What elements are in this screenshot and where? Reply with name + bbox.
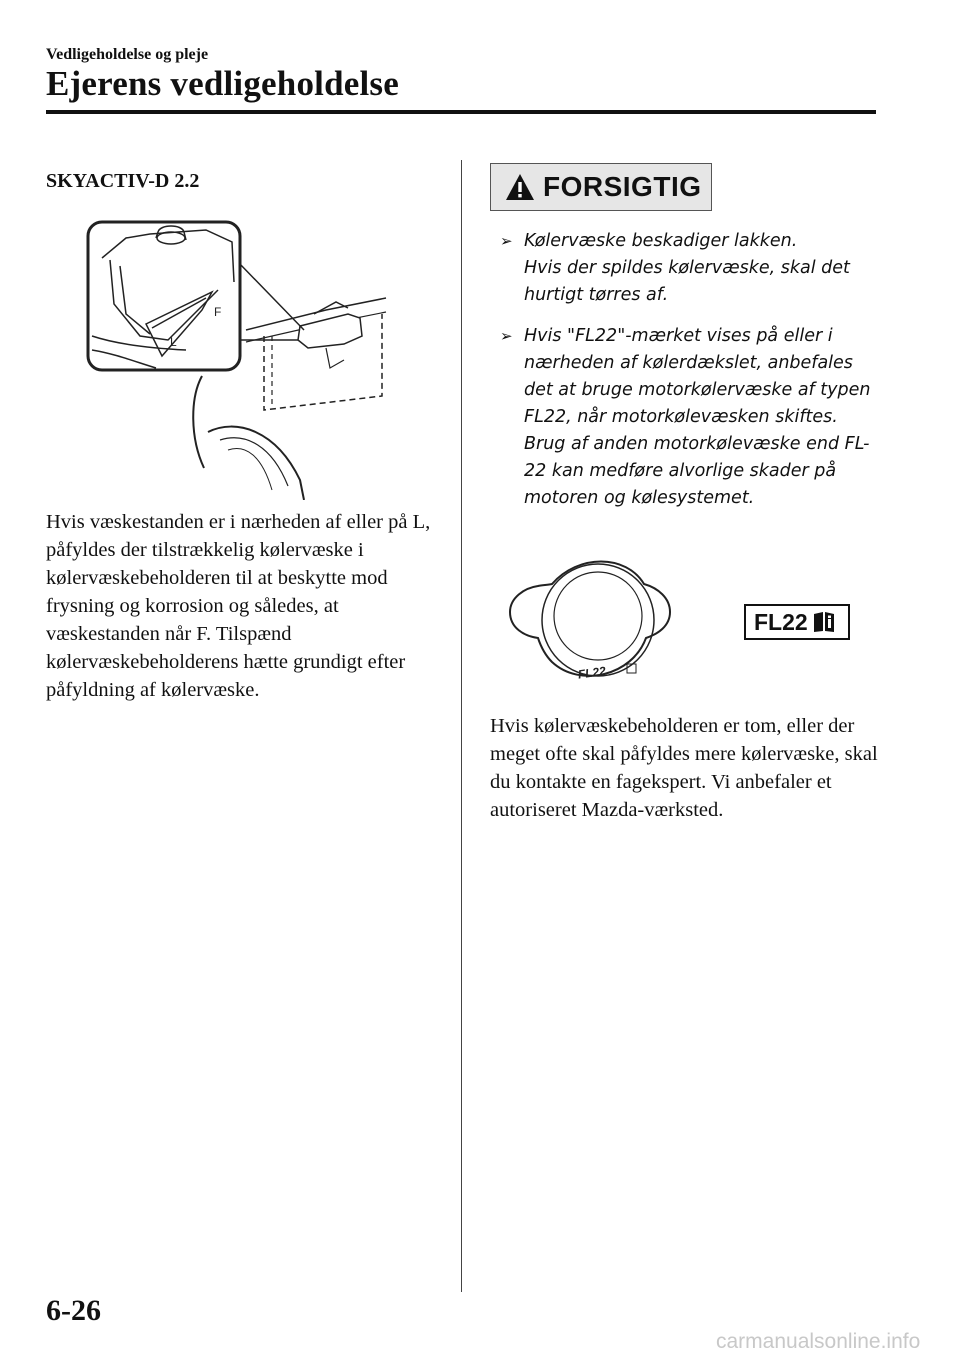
list-item xyxy=(500,323,880,512)
list-item-text: Hvis der spildes kølervæske, skal det hurtigt tørres af. xyxy=(524,258,850,305)
refill-instructions: Hvis væskestanden er i nærheden af eller på L, påfyldes der tilstrækkelig kølervæske i kølervæskebeholderen til at beskytte mod frysning og korrosion og således, at væskestanden når F. Tilspænd kølervæskebeholderens hætte grundigt efter påfyldning af kølervæske. xyxy=(46,511,431,701)
watermark: carmanualsonline.info xyxy=(716,1330,921,1353)
arrow-bullet-icon: ➢ xyxy=(500,232,513,250)
breadcrumb: Vedligeholdelse og pleje xyxy=(46,46,209,63)
radiator-cap-illustration xyxy=(508,558,672,694)
arrow-bullet-icon: ➢ xyxy=(500,327,513,345)
coolant-reservoir-illustration xyxy=(86,218,410,500)
list-item xyxy=(500,228,880,309)
contact-expert-text: Hvis kølervæskebeholderen er tom, eller der meget ofte skal påfyldes mere kølervæske, skal du kontakte en fagekspert. Vi anbefaler et autoriseret Mazda-værksted. xyxy=(490,715,878,821)
list-item-text: Kølervæske beskadiger lakken. xyxy=(524,231,798,251)
caution-label: FORSIGTIG xyxy=(543,171,702,202)
cap-fl22-marking: FL22 xyxy=(577,663,607,682)
page-number: 6-26 xyxy=(46,1294,101,1327)
warning-triangle-icon xyxy=(505,173,535,201)
section-heading: SKYACTIV-D 2.2 xyxy=(46,170,200,192)
caution-box xyxy=(490,163,712,211)
low-level-mark: L xyxy=(170,335,177,349)
caution-list xyxy=(500,228,880,526)
full-level-mark: F xyxy=(214,305,222,319)
column-divider xyxy=(461,160,462,1292)
fl22-label-text: FL22 xyxy=(754,608,808,635)
title-divider xyxy=(46,110,876,114)
list-item-text: Hvis "FL22"-mærket vises på eller i nærheden af kølerdækslet, anbefales det at bruge motorkølervæske af typen FL22, når motorkølevæsken skiftes. Brug af anden motorkølevæske end FL-22 kan medføre alvorlige skader på motoren og kølesystemet. xyxy=(524,326,871,508)
fl22-label xyxy=(744,604,850,640)
manual-book-icon xyxy=(812,611,836,633)
page-title: Ejerens vedligeholdelse xyxy=(46,64,399,103)
